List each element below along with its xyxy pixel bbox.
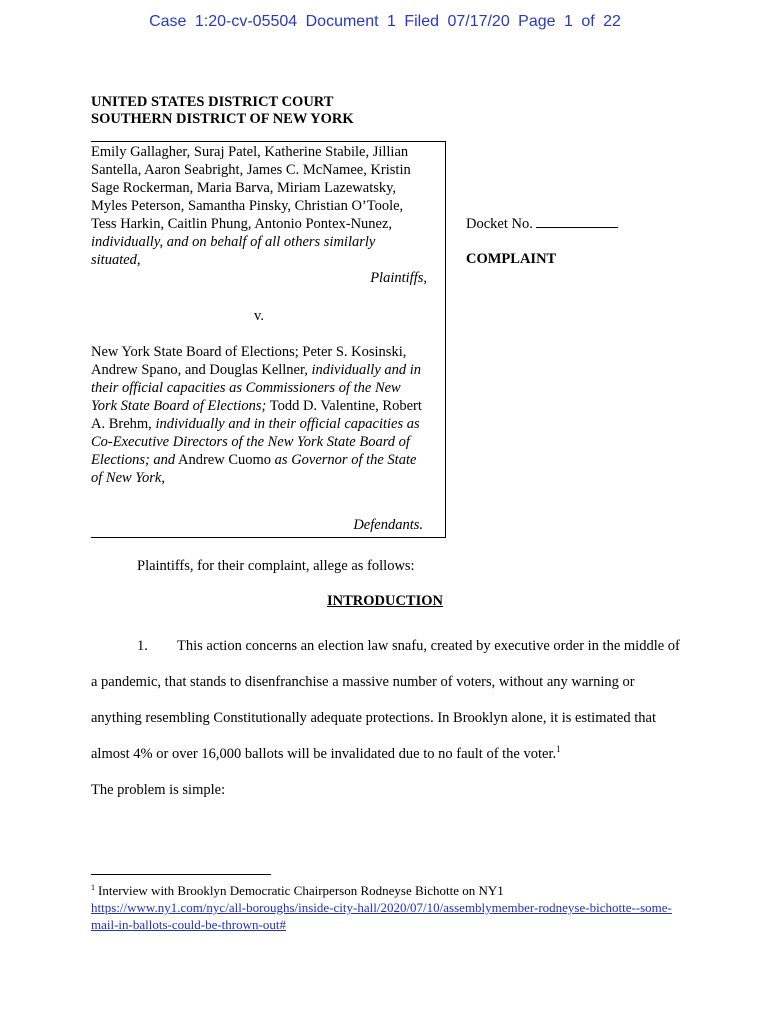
footnote-link[interactable]: https://www.ny1.com/nyc/all-boroughs/inside-city-hall/2020/07/10/assemblymember-rodneyse-bichotte--some-mail-in-ballots-could-be-thrown-out# xyxy=(91,900,672,932)
defendants-part-1: New York State Board of Elections; Peter S. Kosinski, Andrew Spano, and Douglas Kellner, xyxy=(91,344,407,378)
court-name xyxy=(91,94,354,128)
plaintiffs-block xyxy=(91,143,427,269)
defendants-part-4: individually and in their official capacities as Co-Executive Directors of the New York State Board of Elections; and xyxy=(91,416,420,468)
paragraph-text: This action concerns an election law snafu, created by executive order in the middle of a pandemic, that stands to disenfranchise a massive number of voters, without any warning or anything resembling Constitutionally adequate protections. In Brooklyn alone, it is estimated that almost 4% or over 16,000 ballots will be invalidated due to no fault of the voter. xyxy=(91,638,680,762)
defendants-block xyxy=(91,343,427,487)
versus: v. xyxy=(254,308,264,324)
ecf-header-stamp: Case 1:20-cv-05504 Document 1 Filed 07/17/20 Page 1 of 22 xyxy=(149,13,621,30)
defendants-role: Defendants. xyxy=(353,517,423,533)
paragraph-closing: The problem is simple: xyxy=(91,782,226,798)
defendants-part-3: Todd D. Valentine, Robert A. Brehm, xyxy=(91,398,422,432)
document-title: COMPLAINT xyxy=(466,251,557,267)
defendants-part-5: Andrew Cuomo xyxy=(178,452,272,468)
footnote-reference[interactable]: 1 xyxy=(556,744,561,754)
docket-blank-line xyxy=(536,215,618,228)
plaintiff-capacity: individually, and on behalf of all others similarly situated, xyxy=(91,234,376,268)
footnote-marker: 1 xyxy=(91,883,95,892)
footnote-divider xyxy=(91,874,271,875)
court-line-2: SOUTHERN DISTRICT OF NEW YORK xyxy=(91,111,354,127)
footnote-1 xyxy=(91,882,691,933)
defendants-part-7: , xyxy=(161,470,165,486)
docket-number xyxy=(466,215,618,233)
plaintiff-names: Emily Gallagher, Suraj Patel, Katherine Stabile, Jillian Santella, Aaron Seabright, James C. McNamee, Kristin Sage Rockerman, Maria Barva, Miriam Lazewatsky, Myles Peterson, Samantha Pinsky, Christian O’Toole, Tess Harkin, Caitlin Phung, Antonio Pontex-Nunez, xyxy=(91,144,411,232)
defendants-part-6: as Governor of the State of New York xyxy=(91,452,417,486)
paragraph-number: 1. xyxy=(137,638,148,654)
plaintiffs-role: Plaintiffs, xyxy=(370,270,427,286)
section-heading: INTRODUCTION xyxy=(326,593,443,609)
docket-label: Docket No. xyxy=(466,216,533,232)
parties-block xyxy=(91,143,427,487)
intro-sentence: Plaintiffs, for their complaint, allege as follows: xyxy=(137,558,415,574)
defendants-part-2: individually and in their official capacities as Commissioners of the New York State Board of Elections; xyxy=(91,362,422,414)
footnote-text: Interview with Brooklyn Democratic Chairperson Rodneyse Bichotte on NY1 xyxy=(98,883,504,898)
paragraph-1 xyxy=(91,628,681,808)
court-line-1: UNITED STATES DISTRICT COURT xyxy=(91,94,334,110)
